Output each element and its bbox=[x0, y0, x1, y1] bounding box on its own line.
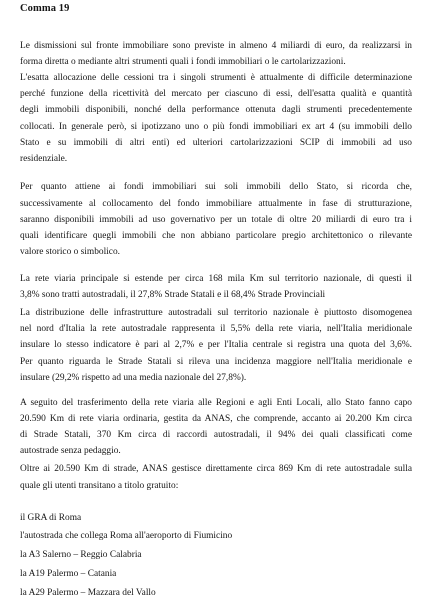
text-line: collocati. In generale però, si ipotizzano uno o più fondi immobiliari ex art 4 (su immobili dello bbox=[20, 122, 412, 132]
text-line: residenziale. bbox=[20, 154, 68, 164]
text-line: valore storico o simbolico. bbox=[20, 247, 120, 257]
text-line: insulare (29,2% rispetto ad una media nazionale del 27,8%). bbox=[20, 373, 247, 383]
text-line: 20.590 Km di rete viaria ordinaria, gestita da ANAS, che comprende, accanto ai 20.200 Km circa bbox=[20, 414, 412, 424]
list-item: l'autostrada che collega Roma all'aeroporto di Fiumicino bbox=[20, 531, 233, 541]
text-line: successivamente al collocamento del fondo immobiliare attualmente in fase di strutturazione, bbox=[20, 199, 412, 209]
list-item: la A29 Palermo – Mazzara del Vallo bbox=[20, 588, 156, 598]
text-line: degli immobili disponibili, nonché della performance ottenuta dagli strumenti precedentemente bbox=[20, 105, 412, 115]
text-line: nel nord d'Italia la rete autostradale rappresenta il 5,5% della rete viaria, nell'Italia meridionale bbox=[20, 324, 412, 334]
text-line: Stato e su immobili di altri enti) ed ulteriori cartolarizzazioni SCIP di immobili ad uso bbox=[20, 138, 412, 148]
text-line: 3,8% sono tratti autostradali, il 27,8% Strade Statali e il 68,4% Strade Provinciali bbox=[20, 290, 326, 300]
text-line: Le dismissioni sul fronte immobiliare sono previste in almeno 4 miliardi di euro, da realizzarsi in bbox=[20, 41, 412, 51]
text-line: Oltre ai 20.590 Km di strade, ANAS gestisce direttamente circa 869 Km di rete autostradale sulla bbox=[20, 464, 412, 474]
text-line: quale gli utenti transitano a titolo gratuito: bbox=[20, 481, 179, 491]
text-line: Per quanto attiene ai fondi immobiliari sui soli immobili dello Stato, si ricorda che, bbox=[20, 182, 412, 192]
text-line: Per quanto riguarda le Strade Statali si rileva una incidenza maggiore nell'Italia meridionale e bbox=[20, 357, 412, 367]
text-line: La distribuzione delle infrastrutture autostradali sul territorio nazionale è piuttosto disomogenea bbox=[20, 308, 412, 318]
list-item: il GRA di Roma bbox=[20, 513, 82, 523]
text-line: insulare lo stesso indicatore è pari al 2,7% e per l'Italia centrale si registra una quota del 3,6%. bbox=[20, 340, 412, 350]
list-item: la A19 Palermo – Catania bbox=[20, 569, 117, 579]
text-line: forma diretta o mediante altri strumenti quali i fondi immobiliari o le cartolarizzazioni. bbox=[20, 57, 346, 67]
text-line: La rete viaria principale si estende per circa 168 mila Km sul territorio nazionale, di questi il bbox=[20, 274, 412, 284]
text-line: quali identificare quegli immobili che non abbiano particolare pregio architettonico o rilevante bbox=[20, 231, 412, 241]
text-line: L'esatta allocazione delle cessioni tra i singoli strumenti è attualmente di difficile determinazione bbox=[20, 73, 412, 83]
text-line: autostrade senza pedaggio. bbox=[20, 446, 121, 456]
list-item: la A3 Salerno – Reggio Calabria bbox=[20, 550, 142, 560]
text-line: perché funzione della ricettività del mercato per ciascuno di essi, dell'esatta qualità e quantità bbox=[20, 89, 412, 99]
text-line: A seguito del trasferimento della rete viaria alle Regioni e agli Enti Locali, allo Stato fanno capo bbox=[20, 398, 412, 408]
text-line: saranno disponibili immobili ad uso governativo per un totale di oltre 20 miliardi di euro tra i bbox=[20, 215, 412, 225]
section-heading: Comma 19 bbox=[20, 3, 70, 14]
text-line: di Strade Statali, 370 Km circa di raccordi autostradali, il 94% dei quali classificati come bbox=[20, 430, 412, 440]
